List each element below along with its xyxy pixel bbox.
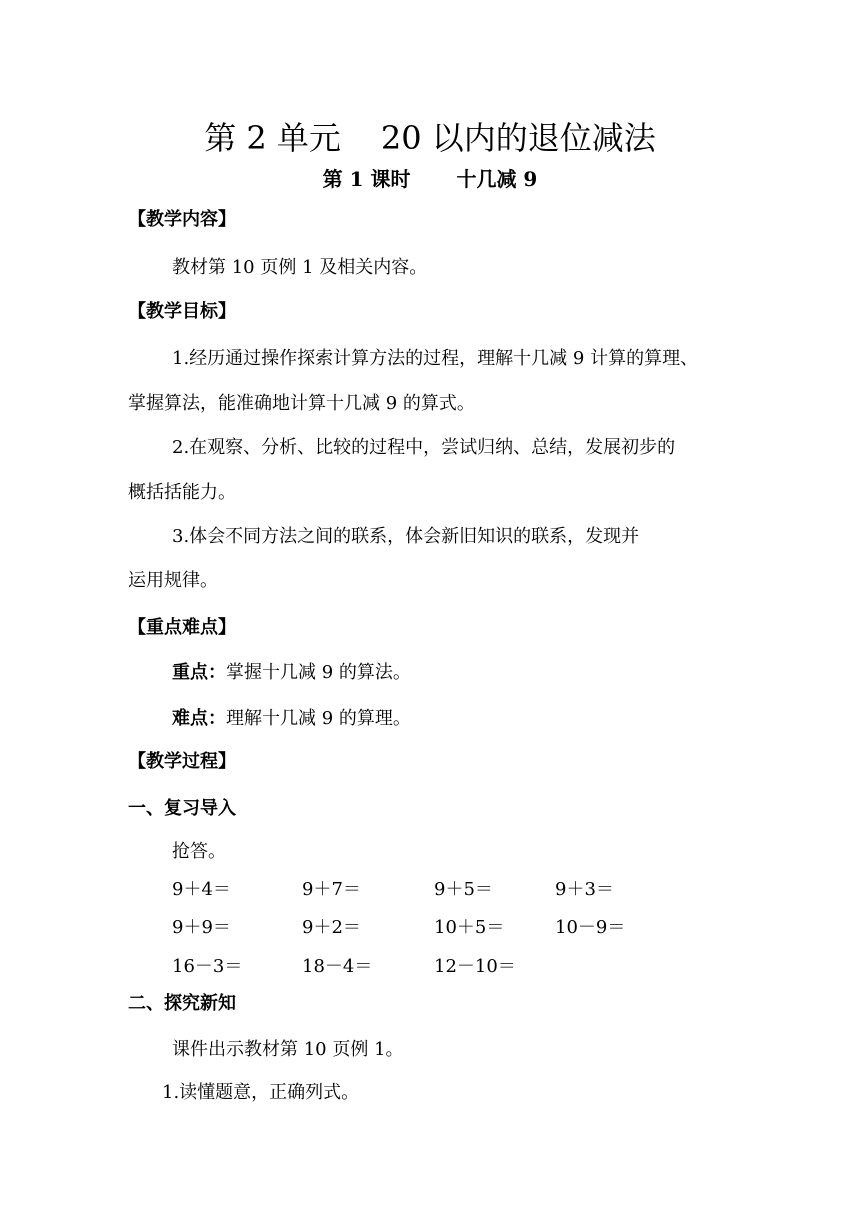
- exercise: 16－3＝: [172, 956, 243, 977]
- part-2-intro: 课件出示教材第 10 页例 1。: [172, 1039, 404, 1060]
- exercise: 9＋9＝: [172, 917, 231, 938]
- exercise: 9＋3＝: [555, 879, 614, 900]
- exercise: 9＋7＝: [302, 879, 361, 900]
- exercise: 9＋4＝: [172, 879, 231, 900]
- key-point: [172, 659, 411, 687]
- teaching-content-text: 教材第 10 页例 1 及相关内容。: [172, 257, 428, 278]
- unit-title: [0, 116, 860, 160]
- difficult-point-text: 理解十几减 9 的算理。: [226, 708, 411, 729]
- goal-3-line-1: 3.体会不同方法之间的联系，体会新旧知识的联系，发现并: [172, 526, 640, 547]
- heading-key-difficult: 【重点难点】: [128, 617, 236, 638]
- exercise: 9＋5＝: [434, 879, 493, 900]
- difficult-point-label: 难点：: [172, 708, 226, 729]
- goal-2-line-1: 2.在观察、分析、比较的过程中，尝试归纳、总结，发展初步的: [172, 437, 676, 458]
- unit-topic: 20 以内的退位减法: [380, 119, 656, 157]
- key-point-label: 重点：: [172, 662, 226, 683]
- difficult-point: [172, 705, 411, 733]
- exercise: 10＋5＝: [434, 917, 505, 938]
- unit-number: 第 2 单元: [204, 119, 341, 157]
- lesson-number: 第 1 课时: [322, 167, 411, 191]
- exercise: 12－10＝: [434, 956, 516, 977]
- goal-2-line-2: 概括括能力。: [128, 482, 236, 503]
- goal-1-line-2: 掌握算法，能准确地计算十几减 9 的算式。: [128, 393, 475, 414]
- lesson-topic: 十几减 9: [456, 167, 538, 191]
- exercise: 18－4＝: [302, 956, 373, 977]
- key-point-text: 掌握十几减 9 的算法。: [226, 662, 411, 683]
- part-2-heading: 二、探究新知: [128, 993, 236, 1014]
- exercise: 10－9＝: [555, 917, 626, 938]
- goal-3-line-2: 运用规律。: [128, 570, 218, 591]
- goal-1-line-1: 1.经历通过操作探索计算方法的过程，理解十几减 9 计算的算理、: [172, 348, 699, 369]
- heading-teaching-goals: 【教学目标】: [128, 301, 236, 322]
- heading-teaching-process: 【教学过程】: [128, 751, 236, 772]
- lesson-title: [0, 164, 860, 194]
- heading-teaching-content: 【教学内容】: [128, 209, 236, 230]
- exercise: 9＋2＝: [302, 917, 361, 938]
- step-1: 1.读懂题意，正确列式。: [162, 1082, 360, 1103]
- part-1-intro: 抢答。: [172, 841, 226, 862]
- part-1-heading: 一、复习导入: [128, 798, 236, 819]
